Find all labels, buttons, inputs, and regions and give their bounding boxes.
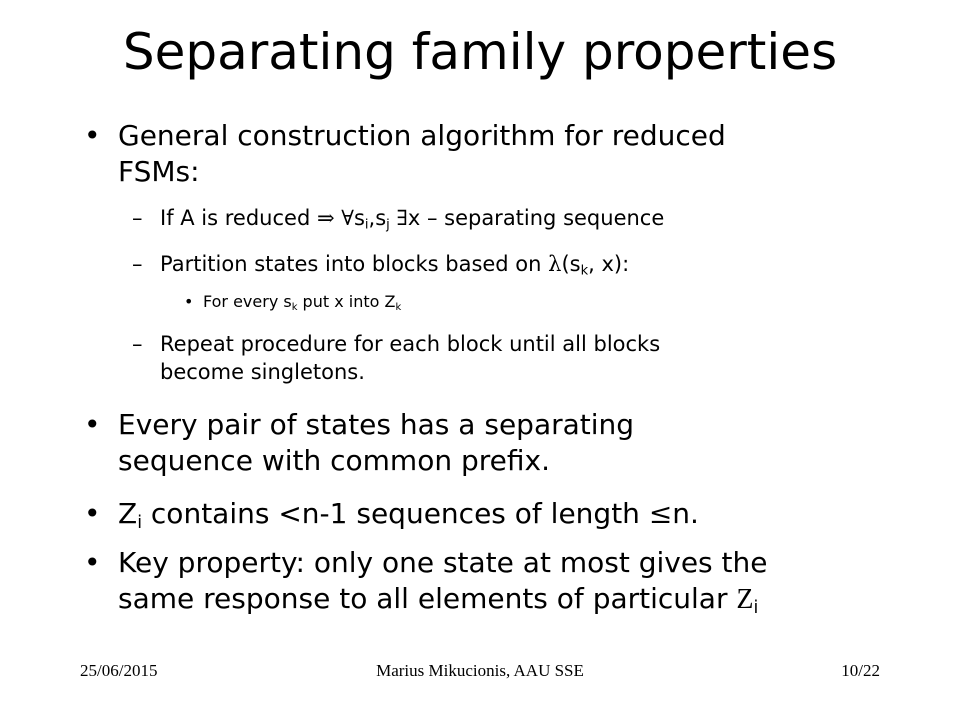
bullet-3 — [118, 496, 699, 532]
state-s-j: ,s — [368, 206, 387, 230]
bullet-1-line-2: FSMs: — [118, 155, 200, 188]
lambda-args: (s — [561, 252, 581, 276]
sub-bullet-partition-states — [160, 250, 629, 278]
sub-bullet-separating-sequence — [160, 204, 664, 232]
slide-title: Separating family properties — [122, 23, 838, 81]
bullet-marker: • — [84, 408, 101, 441]
dash-marker: – — [132, 332, 143, 356]
bullet-4-line-1: Key property: only one state at most gives the — [118, 546, 768, 579]
subscript-k: k — [580, 263, 589, 279]
bullet-1-line-1: General construction algorithm for reduced — [118, 119, 726, 152]
implies-symbol: ⇒ — [316, 206, 335, 230]
footer-page-number: 10/22 — [841, 661, 880, 680]
subscript-i: i — [364, 217, 369, 233]
sub-bullet-line-2: become singletons. — [160, 360, 365, 384]
exists-symbol: ∃ — [389, 206, 408, 230]
le-symbol: ≤ — [648, 497, 673, 530]
text: same response to all elements of particular — [118, 582, 737, 615]
bullet-marker: • — [84, 119, 101, 152]
forall-symbol: ∀ — [334, 206, 354, 230]
bullet-4-line-2 — [118, 581, 767, 618]
sub-bullet-text: Partition states into blocks based on — [160, 252, 549, 276]
lambda-symbol: λ — [548, 252, 562, 276]
z-symbol: Z — [736, 584, 754, 615]
bullet-2 — [118, 407, 634, 479]
subscript-i: i — [137, 512, 143, 533]
sub-bullet-text-rest: x – separating sequence — [407, 206, 665, 230]
bullet-4 — [118, 545, 767, 618]
sub-sub-bullet-for-every-sk — [203, 291, 401, 313]
subscript-k: k — [291, 301, 298, 313]
footer-date: 25/06/2015 — [80, 661, 158, 680]
lambda-args-rest: , x): — [588, 252, 630, 276]
bullet-1 — [118, 118, 726, 190]
bullet-2-line-1: Every pair of states has a separating — [118, 408, 635, 441]
bullet-marker: • — [84, 546, 101, 579]
text: For every s — [203, 292, 292, 311]
subscript-k: k — [395, 301, 402, 313]
z-symbol: Z — [118, 497, 138, 530]
footer-author: Marius Mikucionis, AAU SSE — [376, 661, 584, 680]
text: contains <n-1 sequences of length — [142, 497, 649, 530]
state-s: s — [353, 206, 365, 230]
sub-bullet-line-1: Repeat procedure for each block until all blocks — [160, 332, 661, 356]
bullet-marker-small: • — [184, 292, 194, 311]
bullet-2-line-2: sequence with common prefix. — [118, 444, 550, 477]
text: put x into Z — [297, 292, 396, 311]
subscript-i: i — [753, 597, 759, 618]
subscript-j: j — [386, 217, 390, 233]
text: n. — [672, 497, 699, 530]
dash-marker: – — [132, 206, 143, 230]
dash-marker: – — [132, 252, 143, 276]
bullet-marker: • — [84, 497, 101, 530]
sub-bullet-text: If A is reduced — [160, 206, 317, 230]
sub-bullet-repeat-procedure — [160, 330, 660, 386]
